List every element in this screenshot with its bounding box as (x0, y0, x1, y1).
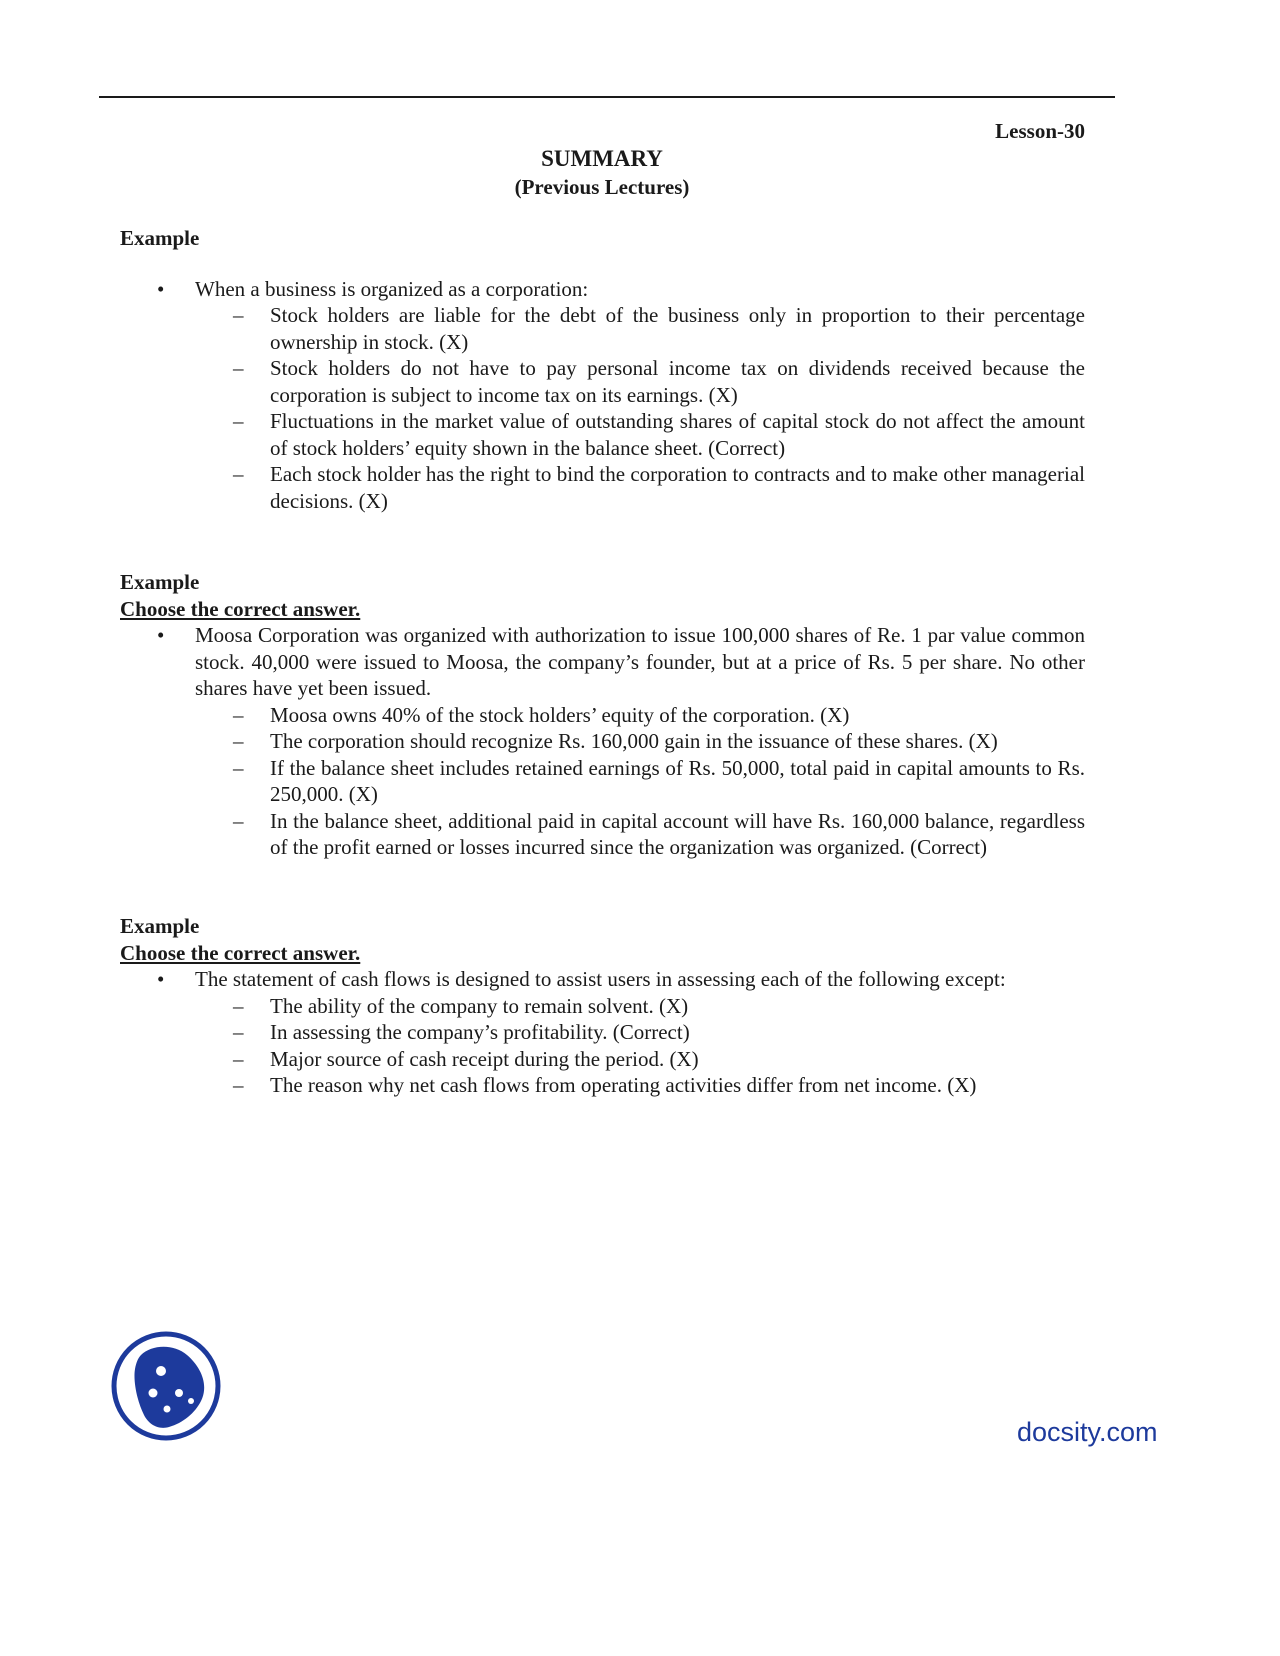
dash-mark: – (233, 1020, 244, 1044)
dash-mark: – (233, 755, 244, 780)
sub-item (120, 461, 1085, 514)
bullet-text: Moosa Corporation was organized with authorization to issue 100,000 shares of Re. 1 par value common stock. 40,000 were issued to Moosa, the company’s founder, but at a price of Rs. 5 per share. No other shares have yet been issued. (195, 623, 1085, 700)
brand-link[interactable]: docsity.com (1017, 1417, 1158, 1447)
sub-item (120, 1072, 1085, 1099)
sub-item-text: The ability of the company to remain solvent. (X) (270, 993, 689, 1018)
dash-mark: – (233, 1046, 244, 1071)
section-heading: Example (120, 914, 200, 938)
dash-mark: – (233, 993, 244, 1018)
logo-dot (156, 1366, 166, 1376)
sub-item (120, 993, 1085, 1020)
bullet-mark: • (157, 276, 165, 301)
dash-mark: – (233, 808, 244, 833)
sub-item (120, 728, 1085, 755)
logo-dot (188, 1398, 194, 1404)
bullet-item (120, 276, 1085, 303)
logo-dot (149, 1389, 158, 1398)
sub-item (120, 1019, 1085, 1046)
sub-item-text: Fluctuations in the market value of outstanding shares of capital stock do not affect the amount of stock holders’ equity shown in the balance sheet. (Correct) (270, 409, 1085, 460)
section-instruction: Choose the correct answer. (120, 596, 361, 621)
sub-item (120, 355, 1085, 408)
sub-item-text: Major source of cash receipt during the period. (X) (270, 1046, 699, 1071)
dash-mark: – (233, 1073, 244, 1097)
bullet-text: The statement of cash flows is designed to assist users in assessing each of the following except: (195, 967, 1006, 991)
example-section-3 (120, 913, 1085, 1099)
section-heading: Example (120, 226, 200, 250)
dash-mark: – (233, 356, 244, 380)
bullet-item (120, 966, 1085, 993)
lesson-label: Lesson-30 (995, 119, 1085, 143)
dash-mark: – (233, 409, 244, 433)
docsity-logo-icon[interactable] (111, 1331, 221, 1441)
top-divider (99, 96, 1115, 98)
logo-dot (164, 1406, 171, 1413)
bullet-text: When a business is organized as a corporation: (195, 276, 589, 301)
bullet-mark: • (157, 623, 165, 647)
sub-item-text: The corporation should recognize Rs. 160,000 gain in the issuance of these shares. (X) (270, 729, 998, 753)
dash-mark: – (233, 303, 244, 327)
sub-item-text: In assessing the company’s profitability. (Correct) (270, 1020, 690, 1044)
example-section-1 (120, 225, 1085, 514)
section-heading: Example (120, 570, 200, 594)
bullet-item (120, 622, 1085, 702)
sub-item-text: Stock holders are liable for the debt of the business only in proportion to their percentage ownership in stock. (X) (270, 303, 1085, 354)
sub-item (120, 302, 1085, 355)
sub-item-text: Stock holders do not have to pay personal income tax on dividends received because the corporation is subject to income tax on its earnings. (X) (270, 356, 1085, 407)
sub-item (120, 702, 1085, 729)
logo-dot (175, 1389, 183, 1397)
sub-item-text: The reason why net cash flows from operating activities differ from net income. (X) (270, 1073, 977, 1097)
section-instruction: Choose the correct answer. (120, 940, 361, 965)
bullet-mark: • (157, 967, 165, 991)
sub-item-text: Moosa owns 40% of the stock holders’ equity of the corporation. (X) (270, 702, 850, 727)
dash-mark: – (233, 702, 244, 727)
page-subtitle: (Previous Lectures) (514, 175, 690, 199)
sub-item-text: In the balance sheet, additional paid in capital account will have Rs. 160,000 balance, regardless of the profit earned or losses incurred since the organization was organized. (Correct) (270, 808, 1085, 859)
logo-svg (111, 1331, 221, 1441)
example-section-2 (120, 569, 1085, 861)
sub-item (120, 408, 1085, 461)
sub-item (120, 755, 1085, 808)
dash-mark: – (233, 462, 244, 486)
dash-mark: – (233, 729, 244, 753)
sub-item-text: If the balance sheet includes retained earnings of Rs. 50,000, total paid in capital amounts to Rs. 250,000. (X) (270, 755, 1085, 806)
page-title: SUMMARY (541, 146, 663, 171)
sub-item-text: Each stock holder has the right to bind the corporation to contracts and to make other managerial decisions. (X) (270, 462, 1085, 513)
sub-item (120, 808, 1085, 861)
sub-item (120, 1046, 1085, 1073)
